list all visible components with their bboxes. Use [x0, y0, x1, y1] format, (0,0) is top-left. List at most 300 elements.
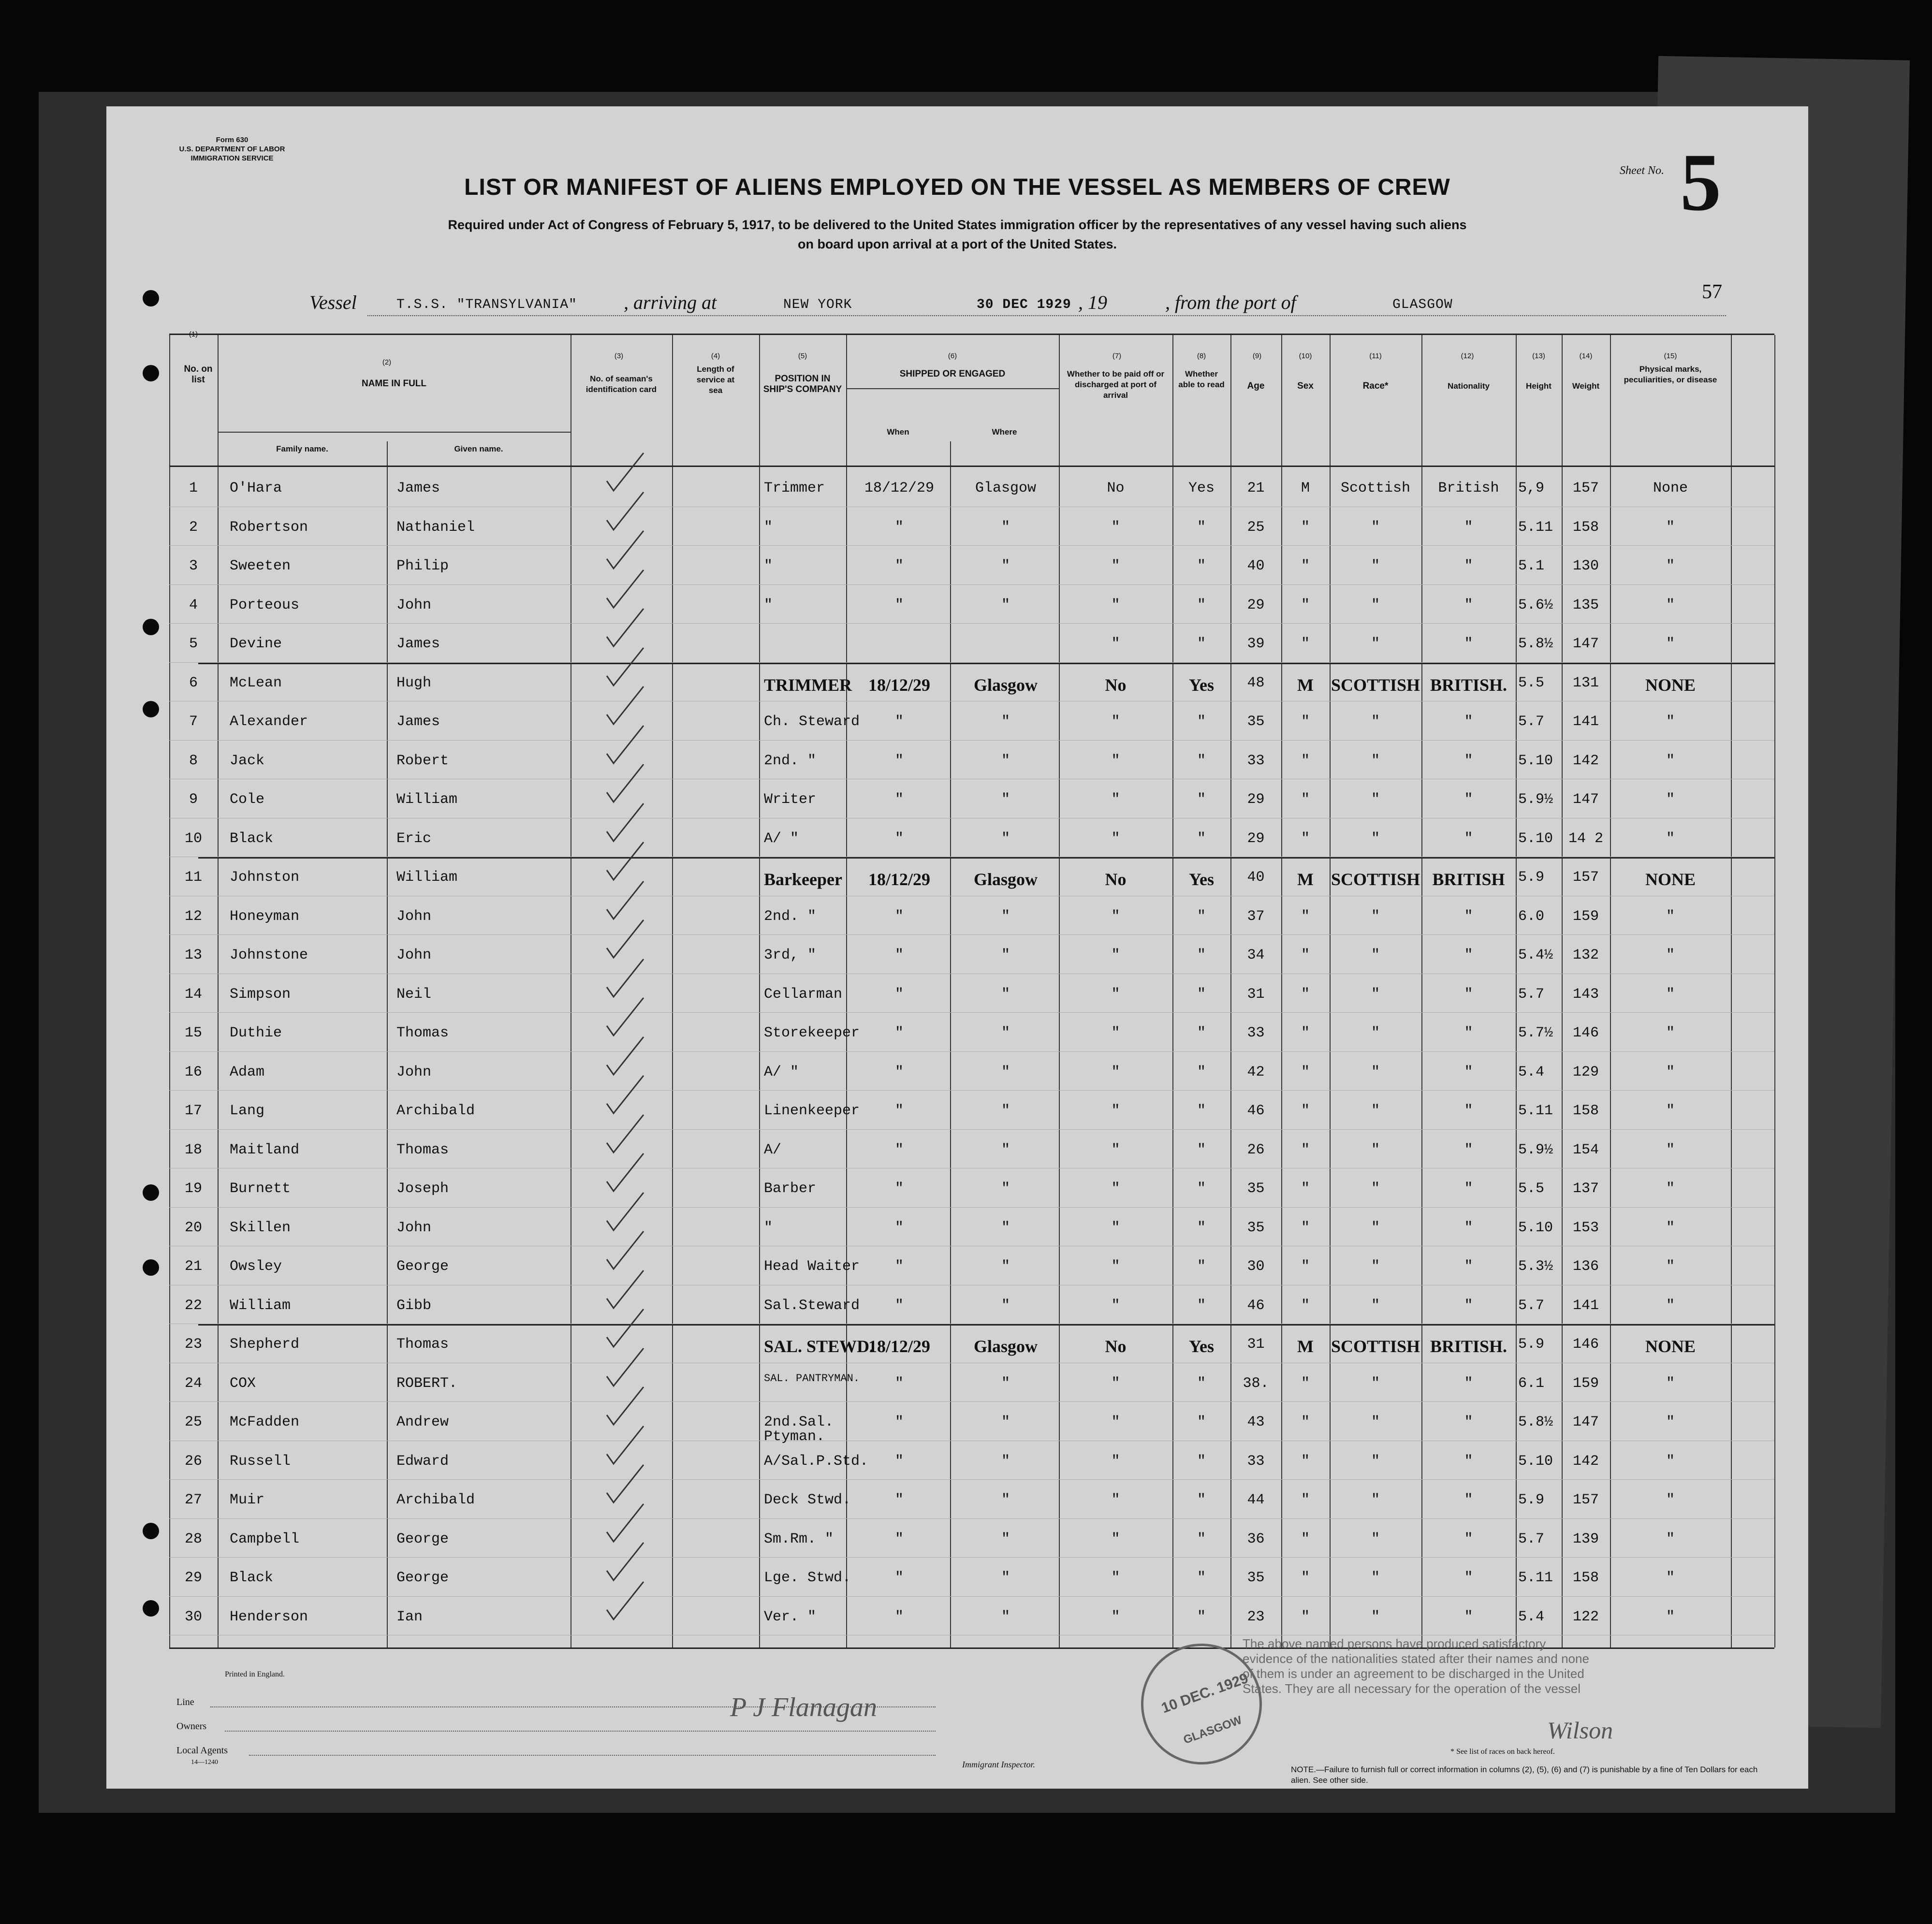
cell-position: TRIMMER [764, 675, 852, 695]
cell-no: 24 [184, 1375, 202, 1392]
cell-age: 30 [1247, 1258, 1265, 1275]
cell-height: 6.0 [1518, 908, 1545, 925]
cell-sex: " [1301, 1025, 1310, 1041]
cell-read: Yes [1189, 870, 1214, 889]
cell-no: 21 [184, 1258, 202, 1275]
col-num: (9) [1252, 352, 1262, 360]
cell-when: " [894, 830, 904, 847]
cell-sex: " [1301, 1258, 1310, 1275]
cell-race: " [1371, 1103, 1380, 1119]
cell-race: " [1371, 1297, 1380, 1314]
cell-paid: " [1111, 1453, 1120, 1470]
row-divider [169, 1401, 1774, 1402]
cell-where: " [1001, 791, 1010, 808]
cell-read: " [1197, 597, 1206, 613]
cell-paid: " [1111, 830, 1120, 847]
cell-nat: " [1464, 1025, 1473, 1041]
check-mark-icon [602, 646, 645, 689]
cell-position: Barkeeper [764, 870, 842, 889]
check-mark-icon [602, 802, 645, 845]
cell-no: 14 [184, 986, 202, 1003]
cell-given: John [396, 1064, 432, 1080]
cell-sex: " [1301, 1375, 1310, 1392]
row-divider [169, 584, 1774, 585]
cell-given: Thomas [396, 1141, 449, 1158]
header-sex: Sex [1297, 381, 1314, 391]
cell-height: 5.5 [1518, 674, 1545, 691]
cell-race: " [1371, 1258, 1380, 1275]
cell-height: 5.8½ [1518, 636, 1553, 652]
form-header [160, 135, 305, 163]
cell-sex: " [1301, 1297, 1310, 1314]
cell-height: 5.11 [1518, 1570, 1553, 1586]
cell-race: " [1371, 597, 1380, 613]
cell-marks: " [1666, 1297, 1675, 1314]
cell-weight: 141 [1572, 1297, 1599, 1314]
cell-nat: British [1438, 480, 1499, 496]
row-divider [169, 1557, 1774, 1558]
cell-race: " [1371, 1453, 1380, 1470]
row-divider [169, 740, 1774, 741]
cell-position: Deck Stwd. [764, 1492, 851, 1508]
cell-age: 37 [1247, 908, 1265, 925]
local-agents-field [249, 1755, 936, 1756]
cell-where: " [1001, 1297, 1010, 1314]
cell-paid: " [1111, 1258, 1120, 1275]
cell-where: Glasgow [973, 1337, 1038, 1356]
cell-family: Skillen [230, 1219, 291, 1236]
cell-read: " [1197, 558, 1206, 574]
row-divider [169, 1479, 1774, 1480]
cell-given: Thomas [396, 1336, 449, 1353]
cell-family: Henderson [230, 1608, 308, 1625]
subtitle-line-1: Required under Act of Congress of February 5, 1917, to be delivered to the United States immigration officer by the representatives of any vessel having such aliens [448, 218, 1467, 232]
cell-when: " [894, 558, 904, 574]
cell-marks: " [1666, 830, 1675, 847]
cell-paid: " [1111, 636, 1120, 652]
cell-height: 5.11 [1518, 1103, 1553, 1119]
cell-race: " [1371, 519, 1380, 536]
binder-hole [143, 1523, 159, 1539]
cell-given: John [396, 1219, 432, 1236]
cell-no: 30 [184, 1608, 202, 1625]
col-num: (6) [948, 352, 957, 360]
cell-age: 26 [1247, 1141, 1265, 1158]
cell-no: 11 [184, 869, 202, 886]
cell-marks: " [1666, 1219, 1675, 1236]
cell-nat: " [1464, 752, 1473, 769]
cell-race: " [1371, 1181, 1380, 1197]
cell-height: 5.6½ [1518, 597, 1553, 613]
row-divider [169, 1129, 1774, 1130]
cell-when: 18/12/29 [868, 870, 930, 889]
cell-paid: " [1111, 752, 1120, 769]
cell-no: 22 [184, 1297, 202, 1314]
cell-marks: NONE [1645, 1337, 1696, 1356]
cell-when: " [894, 1414, 904, 1430]
col-num: (4) [711, 352, 720, 360]
cell-no: 2 [189, 519, 198, 536]
cell-when: " [894, 1141, 904, 1158]
vessel-name: T.S.S. "TRANSYLVANIA" [396, 297, 577, 312]
cell-given: Eric [396, 830, 432, 847]
cell-marks: NONE [1645, 675, 1696, 695]
cell-where: " [1001, 1064, 1010, 1080]
cell-no: 27 [184, 1492, 202, 1508]
cell-position: 2nd. " [764, 908, 817, 925]
cell-paid: No [1107, 480, 1125, 496]
check-mark-icon [602, 490, 645, 534]
cell-paid: " [1111, 1608, 1120, 1625]
check-mark-icon [602, 607, 645, 650]
check-mark-icon [602, 1191, 645, 1234]
check-mark-icon [602, 1229, 645, 1273]
cell-given: Philip [396, 558, 449, 574]
cell-marks: " [1666, 519, 1675, 536]
cell-family: McFadden [230, 1414, 300, 1430]
cell-sex: " [1301, 1181, 1310, 1197]
cell-weight: 158 [1572, 1570, 1599, 1586]
header-length-of-service: Length of service at sea [696, 364, 735, 395]
row-divider [169, 623, 1774, 624]
check-mark-icon [602, 529, 645, 572]
cell-no: 1 [189, 480, 198, 496]
sheet-number: 5 [1680, 137, 1721, 228]
cell-when: " [894, 1570, 904, 1586]
cell-position: SAL. PANTRYMAN. [764, 1372, 860, 1385]
cell-when: 18/12/29 [864, 480, 935, 496]
cell-nat: " [1464, 1064, 1473, 1080]
check-mark-icon [602, 996, 645, 1039]
manifest-page [106, 106, 1808, 1789]
cell-nat: BRITISH [1432, 870, 1505, 889]
cell-where: " [1001, 1570, 1010, 1586]
inspector-label: Immigrant Inspector. [962, 1760, 1035, 1769]
cell-read: " [1197, 1570, 1206, 1586]
cell-position: Head Waiter [764, 1258, 860, 1275]
header-position: POSITION IN SHIP'S COMPANY [763, 374, 842, 394]
col-num: (3) [614, 352, 624, 360]
cell-paid: " [1111, 791, 1120, 808]
check-mark-icon [602, 1463, 645, 1506]
cell-when: " [894, 752, 904, 769]
cell-race: " [1371, 558, 1380, 574]
cell-position: Ver. " [764, 1608, 817, 1625]
page-title: LIST OR MANIFEST OF ALIENS EMPLOYED ON THE VESSEL AS MEMBERS OF CREW [464, 175, 1450, 200]
cell-where: " [1001, 1375, 1010, 1392]
cell-nat: BRITISH. [1430, 1337, 1508, 1356]
cell-family: COX [230, 1375, 256, 1392]
cell-nat: " [1464, 791, 1473, 808]
check-mark-icon [602, 1307, 645, 1351]
cell-read: " [1197, 1453, 1206, 1470]
cell-paid: " [1111, 1414, 1120, 1430]
cell-given: John [396, 597, 432, 613]
cell-age: 35 [1247, 1181, 1265, 1197]
cell-family: Maitland [230, 1141, 300, 1158]
check-mark-icon [602, 957, 645, 1001]
cell-given: Edward [396, 1453, 449, 1470]
cell-race: " [1371, 636, 1380, 652]
cell-position: " [764, 519, 773, 536]
cell-nat: " [1464, 714, 1473, 730]
printed-note: Printed in England. [225, 1670, 285, 1678]
cell-weight: 157 [1572, 480, 1599, 496]
subtitle-line-2: on board upon arrival at a port of the United States. [797, 237, 1117, 251]
cell-position: Sal.Steward [764, 1297, 860, 1314]
cell-sex: " [1301, 1453, 1310, 1470]
cell-position: Lge. Stwd. [764, 1570, 851, 1586]
cell-weight: 142 [1572, 752, 1599, 769]
cell-age: 31 [1247, 986, 1265, 1003]
cell-marks: " [1666, 1025, 1675, 1041]
cell-read: " [1197, 1492, 1206, 1508]
cell-when: " [894, 1453, 904, 1470]
cell-read: " [1197, 1025, 1206, 1041]
cell-age: 25 [1247, 519, 1265, 536]
cell-no: 6 [189, 674, 198, 691]
cell-nat: " [1464, 1297, 1473, 1314]
cell-when: " [894, 1025, 904, 1041]
cell-no: 5 [189, 636, 198, 652]
cell-race: SCOTTISH [1331, 1337, 1420, 1356]
cell-given: James [396, 480, 440, 496]
row-divider [169, 1207, 1774, 1208]
cell-read: " [1197, 1530, 1206, 1547]
cell-height: 5.9 [1518, 1492, 1545, 1508]
cell-age: 40 [1247, 558, 1265, 574]
cell-read: " [1197, 1181, 1206, 1197]
strikethrough-line [198, 857, 1774, 859]
binder-hole [143, 1600, 159, 1617]
cell-no: 25 [184, 1414, 202, 1430]
cell-given: James [396, 636, 440, 652]
cell-age: 29 [1247, 791, 1265, 808]
cell-race: " [1371, 1141, 1380, 1158]
cell-marks: " [1666, 636, 1675, 652]
cell-family: Russell [230, 1453, 291, 1470]
cell-read: " [1197, 1064, 1206, 1080]
cell-read: " [1197, 1219, 1206, 1236]
cell-family: Porteous [230, 597, 300, 613]
col-num: (8) [1197, 352, 1206, 360]
check-mark-icon [602, 1541, 645, 1584]
cell-given: James [396, 714, 440, 730]
cell-weight: 158 [1572, 1103, 1599, 1119]
cell-marks: " [1666, 1375, 1675, 1392]
cell-marks: " [1666, 1181, 1675, 1197]
arrival-date-stamp: 30 DEC 1929 [977, 297, 1071, 312]
header-id-card: No. of seaman's identification card [585, 374, 657, 394]
cell-read: " [1197, 1414, 1206, 1430]
cell-nat: " [1464, 1570, 1473, 1586]
cell-marks: " [1666, 1141, 1675, 1158]
cell-height: 5.7 [1518, 1297, 1545, 1314]
cell-where: " [1001, 830, 1010, 847]
cell-sex: " [1301, 636, 1310, 652]
cell-given: George [396, 1570, 449, 1586]
header-age: Age [1247, 381, 1265, 391]
cell-given: John [396, 947, 432, 963]
check-mark-icon [602, 840, 645, 884]
cell-when: " [894, 1258, 904, 1275]
vessel-label: Vessel [309, 292, 357, 313]
page-subtitle [106, 215, 1808, 254]
cell-height: 5.7½ [1518, 1025, 1553, 1041]
cell-marks: " [1666, 1492, 1675, 1508]
cell-height: 5.10 [1518, 1219, 1553, 1236]
cell-race: SCOTTISH [1331, 870, 1420, 889]
cell-paid: No [1105, 870, 1127, 889]
cell-age: 29 [1247, 597, 1265, 613]
cell-height: 5.10 [1518, 830, 1553, 847]
cell-read: Yes [1189, 1337, 1214, 1356]
cell-position: 3rd, " [764, 947, 817, 963]
cell-height: 5.7 [1518, 714, 1545, 730]
cell-paid: " [1111, 1219, 1120, 1236]
cell-age: 35 [1247, 1570, 1265, 1586]
cell-race: " [1371, 830, 1380, 847]
cell-weight: 146 [1572, 1025, 1599, 1041]
cell-position: A/ " [764, 830, 799, 847]
cell-paid: " [1111, 1492, 1120, 1508]
cell-weight: 147 [1572, 636, 1599, 652]
cell-paid: " [1111, 947, 1120, 963]
col-num: (15) [1664, 352, 1677, 360]
cell-family: Owsley [230, 1258, 282, 1275]
stamp-place: GLASGOW [1182, 1713, 1244, 1747]
cell-nat: " [1464, 1453, 1473, 1470]
strikethrough-line [198, 663, 1774, 664]
cell-paid: " [1111, 1025, 1120, 1041]
cell-paid: " [1111, 986, 1120, 1003]
cell-nat: " [1464, 1608, 1473, 1625]
cell-age: 36 [1247, 1530, 1265, 1547]
cell-family: William [230, 1297, 291, 1314]
cell-when: " [894, 1492, 904, 1508]
row-divider [169, 1596, 1774, 1597]
cell-weight: 142 [1572, 1453, 1599, 1470]
check-mark-icon [602, 1502, 645, 1545]
cell-marks: " [1666, 1453, 1675, 1470]
cell-paid: " [1111, 558, 1120, 574]
cell-no: 29 [184, 1570, 202, 1586]
cell-read: " [1197, 1608, 1206, 1625]
cell-age: 33 [1247, 752, 1265, 769]
cell-position: " [764, 558, 773, 574]
cell-weight: 159 [1572, 908, 1599, 925]
cell-when: " [894, 1181, 904, 1197]
cell-when: " [894, 1219, 904, 1236]
cell-position: Writer [764, 791, 817, 808]
cell-age: 44 [1247, 1492, 1265, 1508]
cell-race: " [1371, 1219, 1380, 1236]
cell-given: Neil [396, 986, 432, 1003]
vessel-underline [367, 315, 1726, 316]
cell-age: 38. [1243, 1375, 1269, 1392]
certification-statement: The above named persons have produced satisfactory evidence of the nationalities stated after their names and none of them is under an agreement to be discharged in the United States. They are all necessary for the operation of the vessel [1243, 1636, 1589, 1696]
cell-where: Glasgow [975, 480, 1037, 496]
cell-sex: " [1301, 558, 1310, 574]
cell-where: " [1001, 1258, 1010, 1275]
cell-marks: " [1666, 1258, 1675, 1275]
cell-race: " [1371, 752, 1380, 769]
cell-family: Lang [230, 1103, 265, 1119]
check-mark-icon [602, 685, 645, 728]
cell-sex: M [1297, 675, 1314, 695]
cell-position: SAL. STEWD. [764, 1337, 874, 1356]
form-number: Form 630 [216, 136, 249, 144]
cell-where: " [1001, 908, 1010, 925]
sheet-label: Sheet No. [1620, 164, 1664, 177]
cell-nat: " [1464, 558, 1473, 574]
from-port-label: , from the port of [1165, 292, 1296, 313]
local-agents-label: Local Agents [176, 1745, 228, 1756]
cell-when: " [894, 1375, 904, 1392]
cell-marks: " [1666, 1064, 1675, 1080]
cell-given: William [396, 869, 458, 886]
inspector-signature: P J Flanagan [730, 1692, 877, 1722]
cell-sex: " [1301, 1141, 1310, 1158]
cell-where: " [1001, 558, 1010, 574]
cell-weight: 143 [1572, 986, 1599, 1003]
cell-no: 7 [189, 714, 198, 730]
cell-height: 5.4 [1518, 1064, 1545, 1080]
cell-family: Devine [230, 636, 282, 652]
cell-family: Cole [230, 791, 265, 808]
cell-position: Linenkeeper [764, 1103, 860, 1119]
check-mark-icon [602, 879, 645, 923]
cell-given: Hugh [396, 674, 432, 691]
cell-height: 5.9½ [1518, 791, 1553, 808]
cell-position: 2nd. " [764, 752, 817, 769]
cell-position: A/Sal.P.Std. [764, 1453, 869, 1470]
header-name-in-full: NAME IN FULL [361, 379, 427, 389]
cell-race: " [1371, 1608, 1380, 1625]
header-given-name: Given name. [454, 444, 503, 453]
check-mark-icon [602, 1580, 645, 1623]
cell-nat: " [1464, 636, 1473, 652]
cell-age: 48 [1247, 674, 1265, 691]
cell-read: " [1197, 636, 1206, 652]
cell-weight: 137 [1572, 1181, 1599, 1197]
cell-read: " [1197, 519, 1206, 536]
cell-sex: " [1301, 1103, 1310, 1119]
owners-label: Owners [176, 1721, 207, 1732]
check-mark-icon [602, 1035, 645, 1079]
cell-read: " [1197, 1258, 1206, 1275]
cell-sex: M [1297, 870, 1314, 889]
col-num: (14) [1579, 352, 1593, 360]
cell-paid: " [1111, 1064, 1120, 1080]
right-signature: Wilson [1547, 1717, 1613, 1744]
cell-height: 5.10 [1518, 752, 1553, 769]
cell-height: 5.4½ [1518, 947, 1553, 963]
cell-paid: " [1111, 1530, 1120, 1547]
cell-no: 4 [189, 597, 198, 613]
header-height: Height [1526, 381, 1551, 391]
cell-sex: " [1301, 986, 1310, 1003]
col-num: (7) [1112, 352, 1122, 360]
cell-given: Nathaniel [396, 519, 475, 536]
binder-hole [143, 365, 159, 381]
cell-paid: " [1111, 1570, 1120, 1586]
cell-age: 23 [1247, 1608, 1265, 1625]
check-mark-icon [602, 451, 645, 495]
check-mark-icon [602, 724, 645, 767]
cell-no: 18 [184, 1141, 202, 1158]
cell-family: Jack [230, 752, 265, 769]
